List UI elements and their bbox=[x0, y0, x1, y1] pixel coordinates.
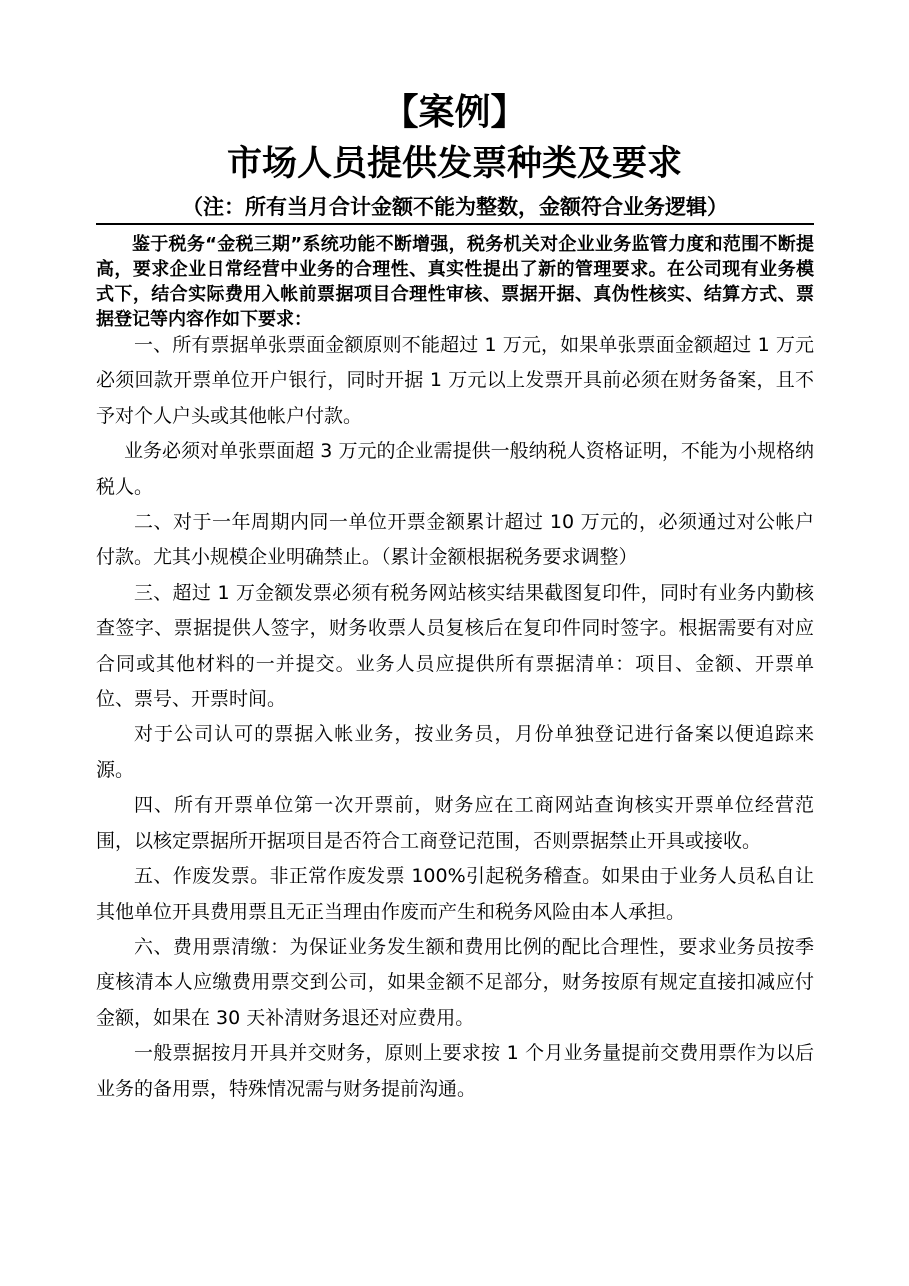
paragraph-5: 对于公司认可的票据入帐业务，按业务员，月份单独登记进行备案以便追踪来源。 bbox=[96, 723, 814, 781]
paragraph-3: 二、对于一年周期内同一单位开票金额累计超过 10 万元的，必须通过对公帐户付款。尤其小规模企业明确禁止。（累计金额根据税务要求调整） bbox=[96, 511, 814, 569]
document-note: （注：所有当月合计金额不能为整数，金额符合业务逻辑） bbox=[96, 192, 814, 225]
paragraph-9: 一般票据按月开具并交财务，原则上要求按 1 个月业务量提前交费用票作为以后业务的备用票，特殊情况需与财务提前沟通。 bbox=[96, 1042, 814, 1100]
paragraph-2: 业务必须对单张票面超 3 万元的企业需提供一般纳税人资格证明，不能为小规格纳税人。 bbox=[96, 440, 814, 498]
paragraph-8: 六、费用票清缴：为保证业务发生额和费用比例的配比合理性，要求业务员按季度核清本人应缴费用票交到公司，如果金额不足部分，财务按原有规定直接扣减应付金额，如果在 30 天补清财务退还对应费用。 bbox=[96, 935, 814, 1029]
document-subtitle: 市场人员提供发票种类及要求 bbox=[226, 144, 682, 184]
paragraph-4: 三、超过 1 万金额发票必须有税务网站核实结果截图复印件，同时有业务内勤核查签字、票据提供人签字，财务收票人员复核后在复印件同时签字。根据需要有对应合同或其他材料的一并提交。业务人员应提供所有票据清单：项目、金额、开票单位、票号、开票时间。 bbox=[96, 581, 814, 711]
paragraph-1: 一、所有票据单张票面金额原则不能超过 1 万元，如果单张票面金额超过 1 万元必须回款开票单位开户银行，同时开据 1 万元以上发票开具前必须在财务备案，且不予对个人户头或其他帐户付款。 bbox=[96, 334, 814, 427]
paragraph-6: 四、所有开票单位第一次开票前，财务应在工商网站查询核实开票单位经营范围，以核定票据所开据项目是否符合工商登记范围，否则票据禁止开具或接收。 bbox=[96, 794, 814, 852]
document-body bbox=[96, 328, 814, 1107]
intro-paragraph: 鉴于税务“金税三期”系统功能不断增强，税务机关对企业业务监管力度和范围不断提高，要求企业日常经营中业务的合理性、真实性提出了新的管理要求。在公司现有业务模式下，结合实际费用入帐前票据项目合理性审核、票据开据、真伪性核实、结算方式、票据登记等内容作如下要求： bbox=[96, 234, 814, 330]
document-title: 【案例】 bbox=[382, 92, 527, 133]
paragraph-7: 五、作废发票。非正常作废发票 100%引起税务稽查。如果由于业务人员私自让其他单位开具费用票且无正当理由作废而产生和税务风险由本人承担。 bbox=[96, 865, 814, 923]
